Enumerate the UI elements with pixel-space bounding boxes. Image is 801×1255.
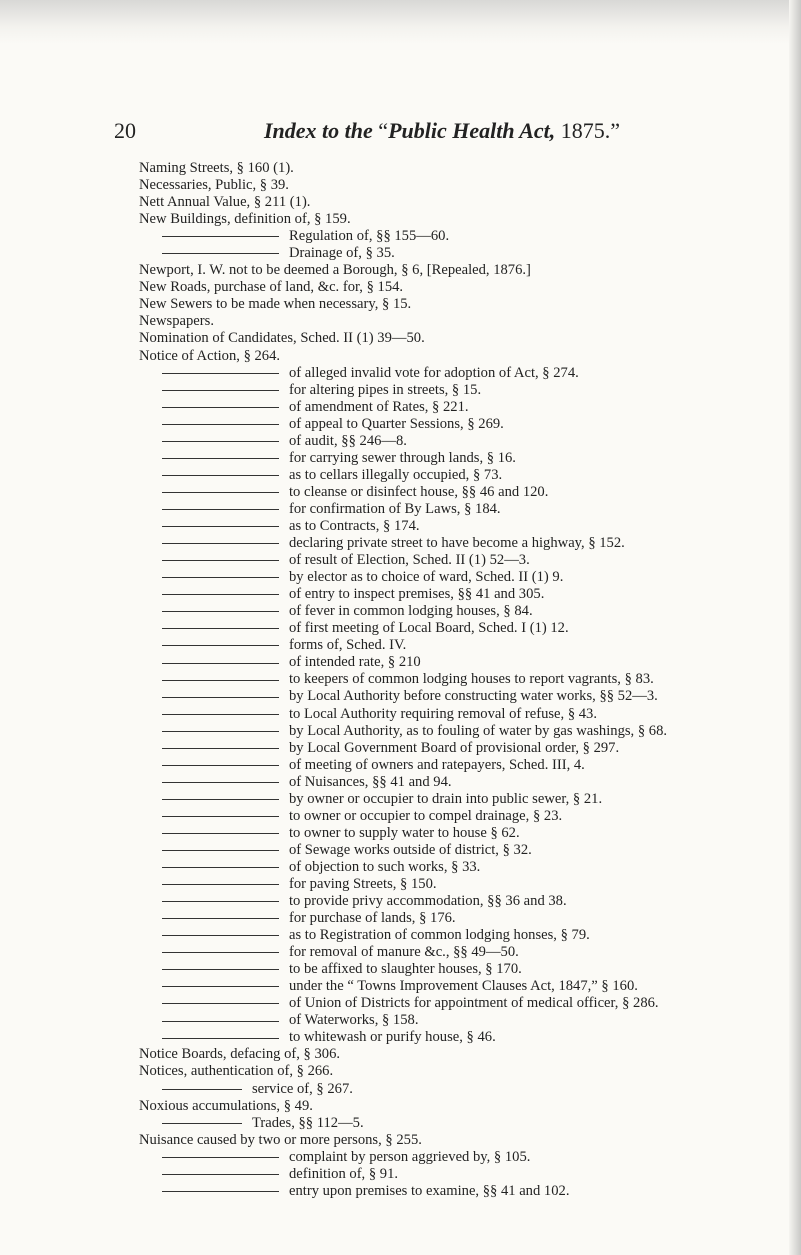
ditto-dash [162, 390, 279, 391]
entry-text: Naming Streets, § 160 (1). [139, 160, 294, 176]
running-header [114, 118, 674, 148]
entry-text: as to cellars illegally occupied, § 73. [289, 466, 503, 483]
index-subentry [139, 910, 779, 927]
ditto-dash [162, 577, 279, 578]
entry-text: Regulation of, §§ 155—60. [289, 228, 450, 245]
index-entry [139, 177, 779, 194]
ditto-dash [162, 935, 279, 936]
index-entries [139, 160, 779, 1200]
ditto-dash [162, 628, 279, 629]
ditto-dash [162, 748, 279, 749]
ditto-dash [162, 1089, 242, 1090]
index-subentry [139, 1149, 779, 1166]
ditto-dash [162, 509, 279, 510]
entry-text: Newspapers. [139, 313, 214, 330]
index-subentry [139, 706, 779, 723]
page-top-edge [0, 0, 801, 44]
title-prefix: Index to the [264, 118, 373, 143]
entry-text: Nomination of Candidates, Sched. II (1) 39—50. [139, 330, 425, 347]
index-subentry [139, 518, 779, 535]
ditto-dash [162, 731, 279, 732]
index-subentry [139, 620, 779, 637]
ditto-dash [162, 799, 279, 800]
index-subentry [139, 1029, 779, 1046]
index-entry [139, 330, 779, 347]
index-subentry [139, 944, 779, 961]
entry-text: by Local Authority before constructing water works, §§ 52—3. [289, 688, 658, 705]
index-subentry [139, 603, 779, 620]
entry-text: of fever in common lodging houses, § 84. [289, 603, 533, 620]
ditto-dash [162, 560, 279, 561]
index-subentry [139, 450, 779, 467]
entry-text: of intended rate, § 210 [289, 654, 421, 671]
entry-text: by Local Government Board of provisional order, § 297. [289, 739, 620, 756]
entry-text: for confirmation of By Laws, § 184. [289, 500, 501, 517]
ditto-dash [162, 236, 279, 237]
index-subentry [139, 825, 779, 842]
entry-text: for carrying sewer through lands, § 16. [289, 449, 516, 466]
ditto-dash [162, 850, 279, 851]
ditto-dash [162, 1003, 279, 1004]
ditto-dash [162, 594, 279, 595]
index-subentry [139, 927, 779, 944]
index-subentry [139, 808, 779, 825]
index-subentry [139, 535, 779, 552]
index-subentry [139, 245, 779, 262]
index-subentry [139, 569, 779, 586]
entry-text: of meeting of owners and ratepayers, Sched. III, 4. [289, 756, 585, 773]
index-subentry [139, 978, 779, 995]
entry-text: of amendment of Rates, § 221. [289, 398, 469, 415]
entry-text: of objection to such works, § 33. [289, 858, 481, 875]
index-subentry [139, 688, 779, 705]
index-subentry [139, 740, 779, 757]
entry-text: of result of Election, Sched. II (1) 52—3. [289, 552, 530, 569]
entry-text: Nett Annual Value, § 211 (1). [139, 194, 311, 211]
ditto-dash [162, 833, 279, 834]
entry-text: for purchase of lands, § 176. [289, 910, 456, 927]
ditto-dash [162, 918, 279, 919]
entry-text: to whitewash or purify house, § 46. [289, 1029, 496, 1046]
entry-text: New Roads, purchase of land, &c. for, § 154. [139, 279, 404, 296]
ditto-dash [162, 765, 279, 766]
ditto-dash [162, 526, 279, 527]
index-subentry [139, 1183, 779, 1200]
index-subentry [139, 774, 779, 791]
entry-text: Necessaries, Public, § 39. [139, 177, 289, 194]
entry-text: to owner to supply water to house § 62. [289, 824, 520, 841]
index-subentry [139, 961, 779, 978]
ditto-dash [162, 1174, 279, 1175]
index-entry [139, 1046, 779, 1063]
entry-text: Trades, §§ 112—5. [252, 1114, 364, 1131]
index-entry [139, 1132, 779, 1149]
ditto-dash [162, 663, 279, 664]
index-entry [139, 160, 779, 177]
ditto-dash [162, 1191, 279, 1192]
index-subentry [139, 552, 779, 569]
ditto-dash [162, 901, 279, 902]
index-subentry [139, 876, 779, 893]
ditto-dash [162, 952, 279, 953]
index-subentry [139, 1166, 779, 1183]
entry-text: definition of, § 91. [289, 1165, 399, 1182]
page-right-edge [789, 0, 801, 1255]
entry-text: as to Contracts, § 174. [289, 517, 420, 534]
ditto-dash [162, 458, 279, 459]
index-subentry [139, 501, 779, 518]
index-subentry [139, 1012, 779, 1029]
index-entry [139, 296, 779, 313]
entry-text: for removal of manure &c., §§ 49—50. [289, 944, 519, 961]
entry-text: of Nuisances, §§ 41 and 94. [289, 773, 452, 790]
index-entry [139, 279, 779, 296]
entry-text: to keepers of common lodging houses to report vagrants, § 83. [289, 671, 654, 688]
entry-text: forms of, Sched. IV. [289, 637, 407, 654]
index-entry [139, 313, 779, 330]
ditto-dash [162, 441, 279, 442]
ditto-dash [162, 697, 279, 698]
entry-text: Notices, authentication of, § 266. [139, 1063, 334, 1080]
ditto-dash [162, 816, 279, 817]
entry-text: as to Registration of common lodging honses, § 79. [289, 927, 590, 944]
index-subentry [139, 382, 779, 399]
ditto-dash [162, 714, 279, 715]
ditto-dash [162, 1157, 279, 1158]
entry-text: of audit, §§ 246—8. [289, 432, 407, 449]
index-subentry [139, 654, 779, 671]
index-subentry [139, 859, 779, 876]
ditto-dash [162, 543, 279, 544]
ditto-dash [162, 407, 279, 408]
entry-text: Noxious accumulations, § 49. [139, 1097, 313, 1114]
index-entry [139, 211, 779, 228]
entry-text: Notice of Action, § 264. [139, 347, 281, 364]
entry-text: of Union of Districts for appointment of medical officer, § 286. [289, 995, 659, 1012]
index-subentry [139, 467, 779, 484]
index-subentry [139, 433, 779, 450]
entry-text: Newport, I. W. not to be deemed a Borough, § 6, [Repealed, 1876.] [139, 262, 531, 279]
entry-text: to Local Authority requiring removal of refuse, § 43. [289, 705, 598, 722]
index-subentry [139, 365, 779, 382]
entry-text: to be affixed to slaughter houses, § 170. [289, 961, 522, 978]
entry-text: by owner or occupier to drain into public sewer, § 21. [289, 790, 603, 807]
ditto-dash [162, 424, 279, 425]
ditto-dash [162, 884, 279, 885]
index-subentry [139, 671, 779, 688]
title-year: 1875.” [560, 118, 621, 143]
entry-text: declaring private street to have become a highway, § 152. [289, 535, 625, 552]
ditto-dash [162, 1123, 242, 1124]
index-entry [139, 194, 779, 211]
ditto-dash [162, 492, 279, 493]
index-subentry [139, 228, 779, 245]
entry-text: complaint by person aggrieved by, § 105. [289, 1148, 531, 1165]
index-subentry [139, 791, 779, 808]
index-subentry [139, 893, 779, 910]
entry-text: to cleanse or disinfect house, §§ 46 and 120. [289, 483, 549, 500]
entry-text: of alleged invalid vote for adoption of Act, § 274. [289, 364, 579, 381]
index-subentry [139, 757, 779, 774]
index-subentry [139, 995, 779, 1012]
ditto-dash [162, 1021, 279, 1022]
entry-text: Drainage of, § 35. [289, 245, 395, 262]
entry-text: entry upon premises to examine, §§ 41 and 102. [289, 1182, 570, 1199]
running-title: Index to the “Public Health Act, 1875.” [264, 118, 621, 143]
entry-text: Notice Boards, defacing of, § 306. [139, 1046, 341, 1063]
index-entry [139, 262, 779, 279]
entry-text: to provide privy accommodation, §§ 36 and 38. [289, 893, 567, 910]
index-subentry [139, 586, 779, 603]
entry-text: Nuisance caused by two or more persons, § 255. [139, 1131, 422, 1148]
index-subentry [139, 637, 779, 654]
ditto-dash [162, 867, 279, 868]
entry-text: for altering pipes in streets, § 15. [289, 381, 482, 398]
ditto-dash [162, 253, 279, 254]
ditto-dash [162, 782, 279, 783]
entry-text: of first meeting of Local Board, Sched. I (1) 12. [289, 620, 569, 637]
entry-text: New Sewers to be made when necessary, § 15. [139, 296, 412, 313]
entry-text: service of, § 267. [252, 1080, 353, 1097]
index-entry [139, 1098, 779, 1115]
entry-text: for paving Streets, § 150. [289, 875, 437, 892]
ditto-dash [162, 645, 279, 646]
index-subentry [139, 1081, 779, 1098]
ditto-dash [162, 680, 279, 681]
ditto-dash [162, 475, 279, 476]
entry-text: of Sewage works outside of district, § 32. [289, 841, 532, 858]
ditto-dash [162, 969, 279, 970]
entry-text: under the “ Towns Improvement Clauses Act, 1847,” § 160. [289, 978, 638, 995]
index-subentry [139, 842, 779, 859]
page-number: 20 [114, 118, 136, 143]
entry-text: New Buildings, definition of, § 159. [139, 211, 351, 228]
index-entry [139, 1063, 779, 1080]
entry-text: to owner or occupier to compel drainage, § 23. [289, 807, 563, 824]
index-subentry [139, 416, 779, 433]
ditto-dash [162, 373, 279, 374]
entry-text: by elector as to choice of ward, Sched. II (1) 9. [289, 569, 564, 586]
index-subentry [139, 399, 779, 416]
ditto-dash [162, 611, 279, 612]
entry-text: of Waterworks, § 158. [289, 1012, 419, 1029]
entry-text: of appeal to Quarter Sessions, § 269. [289, 415, 504, 432]
index-subentry [139, 1115, 779, 1132]
ditto-dash [162, 986, 279, 987]
index-subentry [139, 484, 779, 501]
entry-text: of entry to inspect premises, §§ 41 and 305. [289, 586, 545, 603]
entry-text: by Local Authority, as to fouling of water by gas washings, § 68. [289, 722, 668, 739]
title-quoted: Public Health Act, [388, 118, 556, 143]
ditto-dash [162, 1038, 279, 1039]
index-subentry [139, 723, 779, 740]
index-entry [139, 348, 779, 365]
